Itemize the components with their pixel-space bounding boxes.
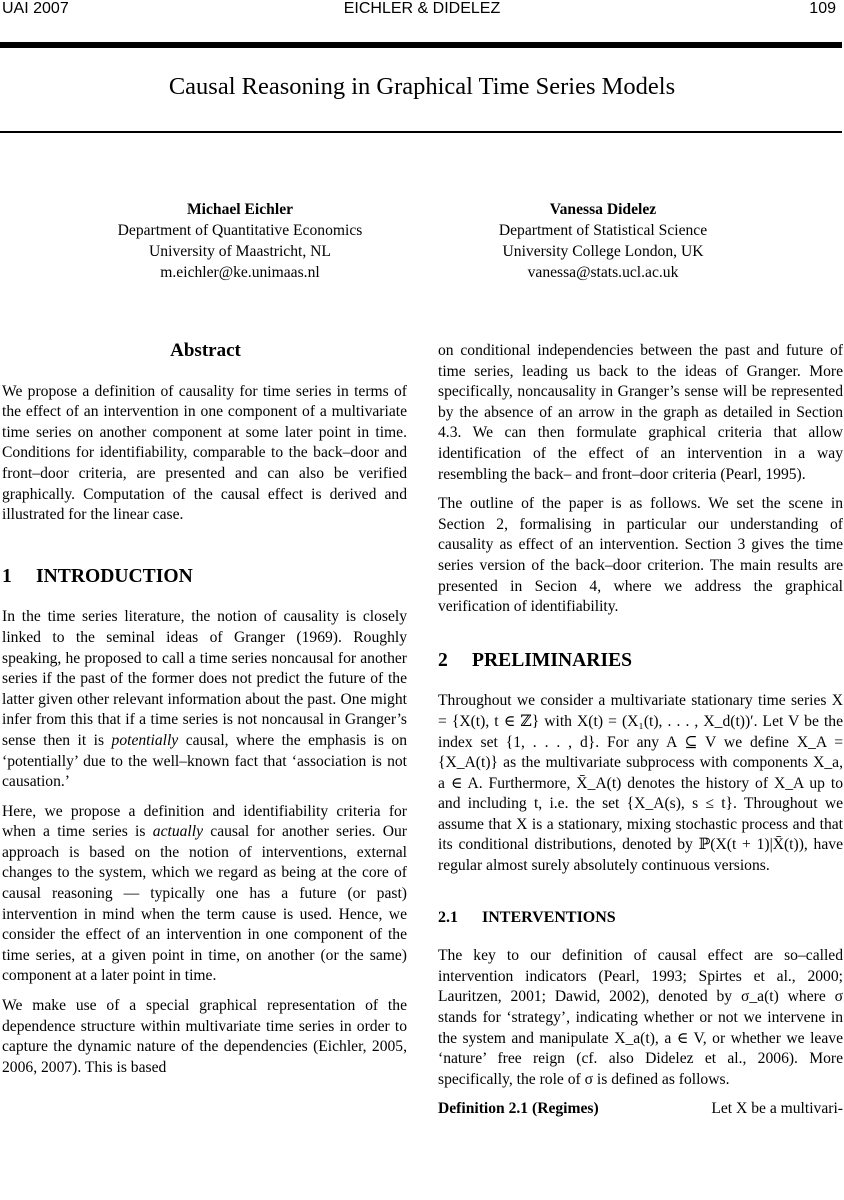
left-column — [2, 341, 407, 1087]
intro-paragraph-2: Here, we propose a definition and identifiability criteria for when a time series is actually causal for another series. Our approach is based on the notion of interventions, external changes to the system, which we regard as being at the core of causal reasoning — typically one has a future (or past) intervention in mind when the term cause is used. Hence, we consider the effect of an intervention in one component of the time series, at a given point in time, on another (or the same) component at a later point in time. — [2, 802, 407, 985]
author-university: University of Maastricht, NL — [149, 243, 331, 260]
author-email: m.eichler@ke.unimaas.nl — [160, 264, 320, 281]
intro-paragraph-4: The outline of the paper is as follows. We set the scene in Section 2, formalising in particular our understanding of causality as effect of an intervention. Section 3 gives the time series version of the back–door criterion. The main results are presented in Secion 4, where we address the graphical verification of identifiability. — [438, 495, 843, 616]
author-block-2 — [420, 199, 786, 283]
page-number: 109 — [809, 0, 836, 17]
subsection-title: INTERVENTIONS — [482, 908, 616, 926]
section-number: 1 — [2, 565, 12, 587]
author-name: Vanessa Didelez — [549, 201, 657, 218]
paper-title: Causal Reasoning in Graphical Time Series Models — [168, 73, 676, 100]
section-2-heading — [438, 651, 843, 672]
section-title: INTRODUCTION — [36, 565, 193, 587]
author-department: Department of Statistical Science — [498, 222, 708, 239]
title-rule — [0, 131, 842, 133]
subsection-number: 2.1 — [438, 908, 458, 926]
interventions-paragraph-1: The key to our definition of causal effect are so–called intervention indicators (Pearl, 1993; Spirtes et al., 2000; Lauritzen, 2001; Dawid, 2002), denoted by σ_a(t) where σ stands for ‘strategy’, indicating whether or not we intervene in the system and manipulate X_a(t), a ∈ V, or whether we leave ‘nature’ free reign (cf. also Didelez et al., 2006). More specifically, the role of σ is defined as follows. — [438, 947, 843, 1088]
subsection-2-1-heading — [438, 908, 843, 929]
abstract-heading: Abstract — [170, 340, 241, 361]
running-header — [0, 0, 844, 20]
definition-label: Definition 2.1 (Regimes) — [438, 1100, 599, 1118]
prelim-paragraph-1: Throughout we consider a multivariate stationary time series X = {X(t), t ∈ ℤ} with X(t) = (X₁(t), . . . , X_d(t))′. Let V be the index set {1, . . . , d}. For any A ⊆ V we define X_A = {X_A(t)} as the multivariate subprocess with components X_a, a ∈ A. Furthermore, X̄_A(t) denotes the history of X_A up to and including t, i.e. the set {X_A(s), s ≤ t}. Throughout we assume that X is a stationary, mixing stochastic process and that its conditional distributions, denoted by ℙ(X(t + 1)|X̄(t)), have regular almost surely absolutely continuous versions. — [438, 692, 843, 875]
intro-paragraph-3: We make use of a special graphical representation of the dependence structure within multivariate time series in order to capture the dynamic nature of the dependencies (Eichler, 2005, 2006, 2007). This is based — [2, 997, 407, 1076]
intro-paragraph-3-continued: on conditional independencies between the past and future of time series, leading us back to the ideas of Granger. More specifically, noncausality in Granger’s sense will be represented by the absence of an arrow in the graph as detailed in Section 4.3. We can then formulate graphical criteria that allow identification of the effect of an intervention in a way resembling the back– and front–door criteria (Pearl, 1995). — [438, 342, 843, 483]
intro-paragraph-1: In the time series literature, the notion of causality is closely linked to the seminal ideas of Granger (1969). Roughly speaking, he proposed to call a time series noncausal for another series if the past of the former does not predict the future of the latter given other relevant information about the past. One might infer from this that if a time series is not noncausal in Granger’s sense then it is potentially causal, where the emphasis is on ‘potentially’ due to the well–known fact that ‘association is not causation.’ — [2, 608, 408, 791]
author-name: Michael Eichler — [186, 201, 294, 218]
definition-2-1 — [438, 1099, 843, 1120]
author-department: Department of Quantitative Economics — [117, 222, 363, 239]
section-number: 2 — [438, 649, 448, 671]
authors-running-title: EICHLER & DIDELEZ — [343, 0, 501, 17]
conference-label: UAI 2007 — [2, 0, 69, 17]
section-1-heading — [2, 567, 407, 588]
author-university: University College London, UK — [502, 243, 704, 260]
definition-text: Let X be a multivari- — [711, 1100, 843, 1118]
abstract-text: We propose a definition of causality for time series in terms of the effect of an intervention in one component of a multivariate time series on another component at some later point in time. Conditions for identifiability, comparable to the back–door and front–door criteria, are presented and can also be verified graphically. Computation of the causal effect is derived and illustrated for the linear case. — [2, 382, 407, 524]
author-block-1 — [60, 199, 420, 283]
author-email: vanessa@stats.ucl.ac.uk — [527, 264, 679, 281]
right-column — [438, 341, 843, 1120]
top-rule — [0, 42, 842, 48]
section-title: PRELIMINARIES — [472, 649, 633, 671]
